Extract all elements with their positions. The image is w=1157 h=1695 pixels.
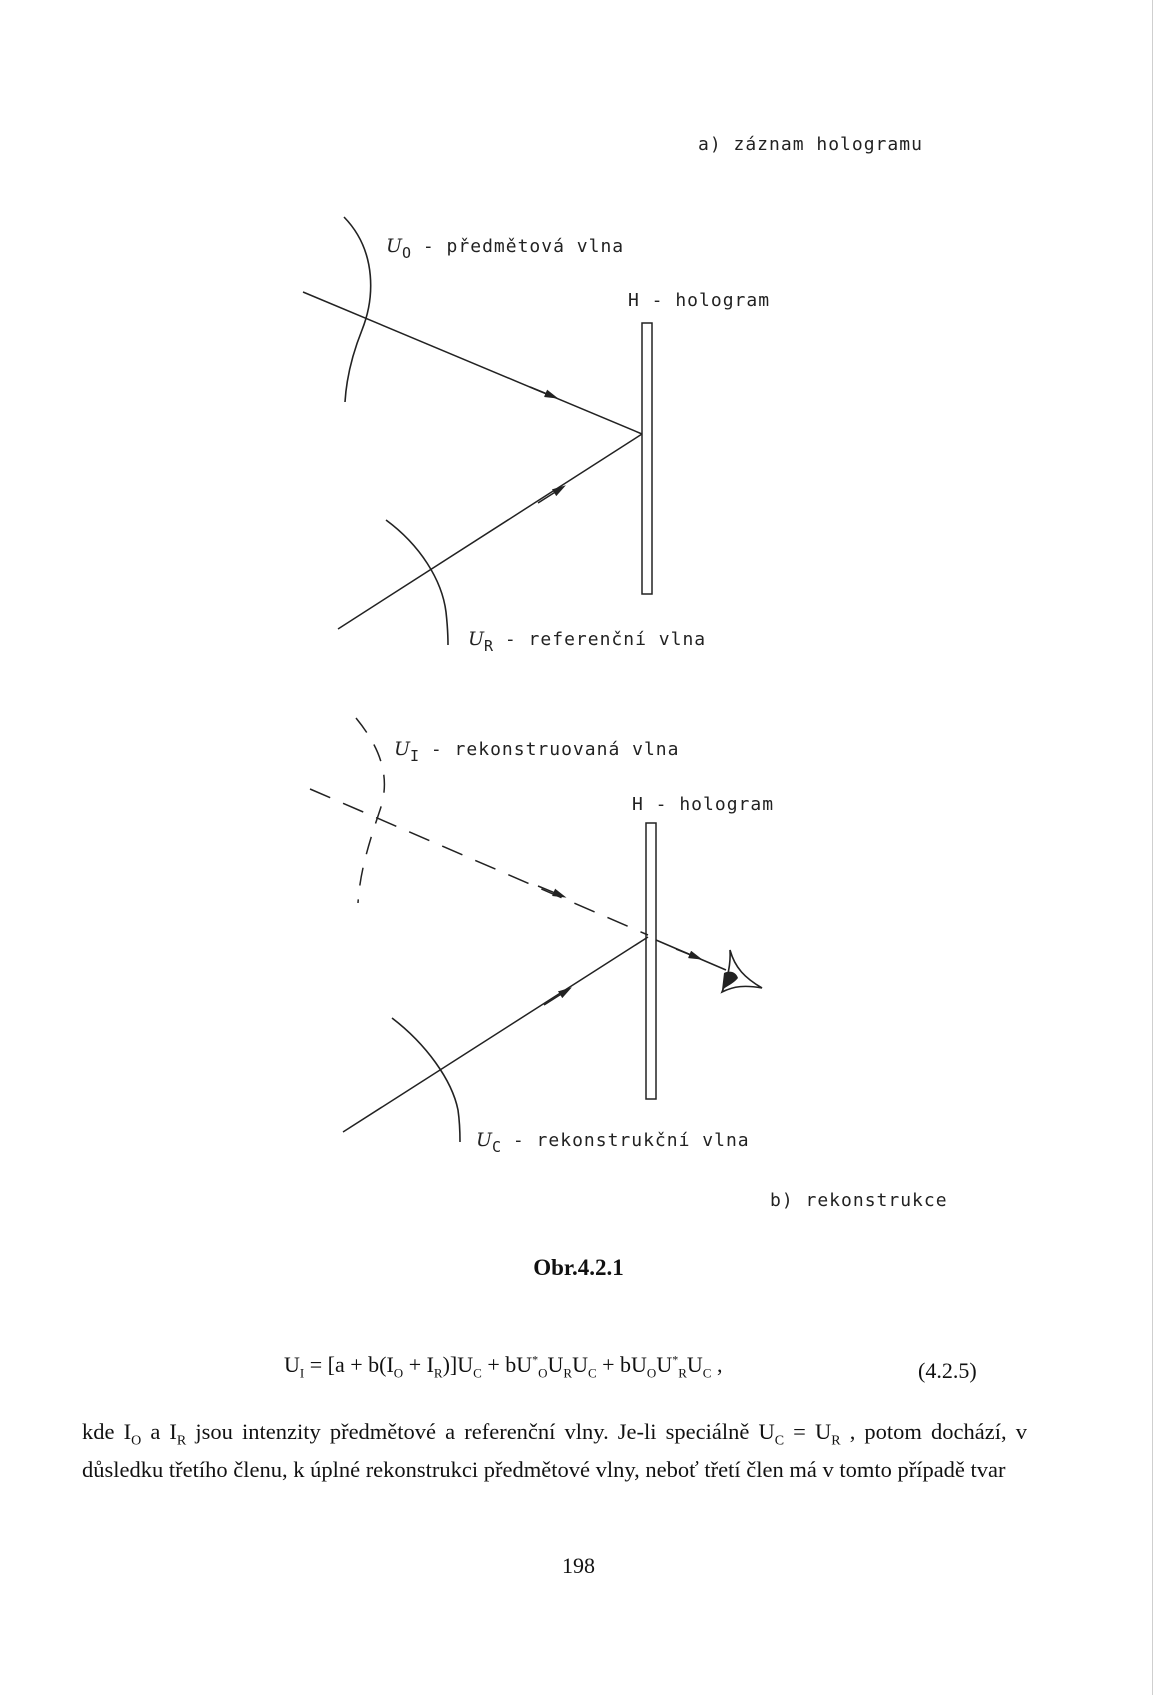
reconstruction-wave-label: UC - rekonstrukční vlna [476, 1129, 750, 1156]
object-ray-arrow [530, 387, 552, 396]
reference-ray [338, 434, 642, 629]
equation-body: $U_I = [a + b(I_O + I_R)]U_C + bU^*_OU_RU_C + bU_OU^*_RU_C$ , [284, 1352, 723, 1381]
virtual-object-ray [310, 789, 648, 935]
scan-edge [1152, 0, 1153, 1695]
hologram-plate-a [642, 323, 652, 594]
equation-number: (4.2.5) [918, 1358, 977, 1383]
object-wave-label: UO - předmětová vlna [386, 235, 625, 262]
reference-wavefront [386, 520, 448, 645]
hologram-label-b: H - hologram [632, 794, 775, 815]
reconstruction-wavefront [392, 1018, 460, 1142]
hologram-label-a: H - hologram [628, 290, 771, 311]
object-ray [303, 292, 642, 434]
reference-ray-arrow [538, 489, 560, 503]
body-paragraph: kde $I_O$ a $I_R$ jsou intenzity předmětové a referenční vlny. Je-li speciálně $U_C = U_R$ , potom dochází, v důsledku třetího členu, k úplné rekonstrukci předmětové vlny, neboť třetí člen má v tomto případě tvar [82, 1419, 1027, 1482]
label-recording: a) záznam hologramu [698, 134, 923, 155]
object-wavefront [344, 217, 371, 402]
hologram-plate-b [646, 823, 656, 1099]
reference-wave-label: UR - referenční vlna [468, 628, 707, 655]
page-number: 198 [562, 1553, 595, 1578]
label-reconstruction: b) rekonstrukce [770, 1190, 948, 1211]
reconstruction-ray [343, 937, 648, 1132]
reconstructed-ray-arrow [676, 949, 696, 957]
equation-4-2-5 [284, 1352, 944, 1392]
eye-icon [722, 950, 762, 992]
reconstruction-ray-arrow [544, 991, 566, 1005]
virtual-ray-arrow [538, 886, 560, 895]
figure-caption: Obr.4.2.1 [533, 1255, 624, 1280]
reconstructed-wave-label: UI - rekonstruovaná vlna [394, 738, 680, 765]
